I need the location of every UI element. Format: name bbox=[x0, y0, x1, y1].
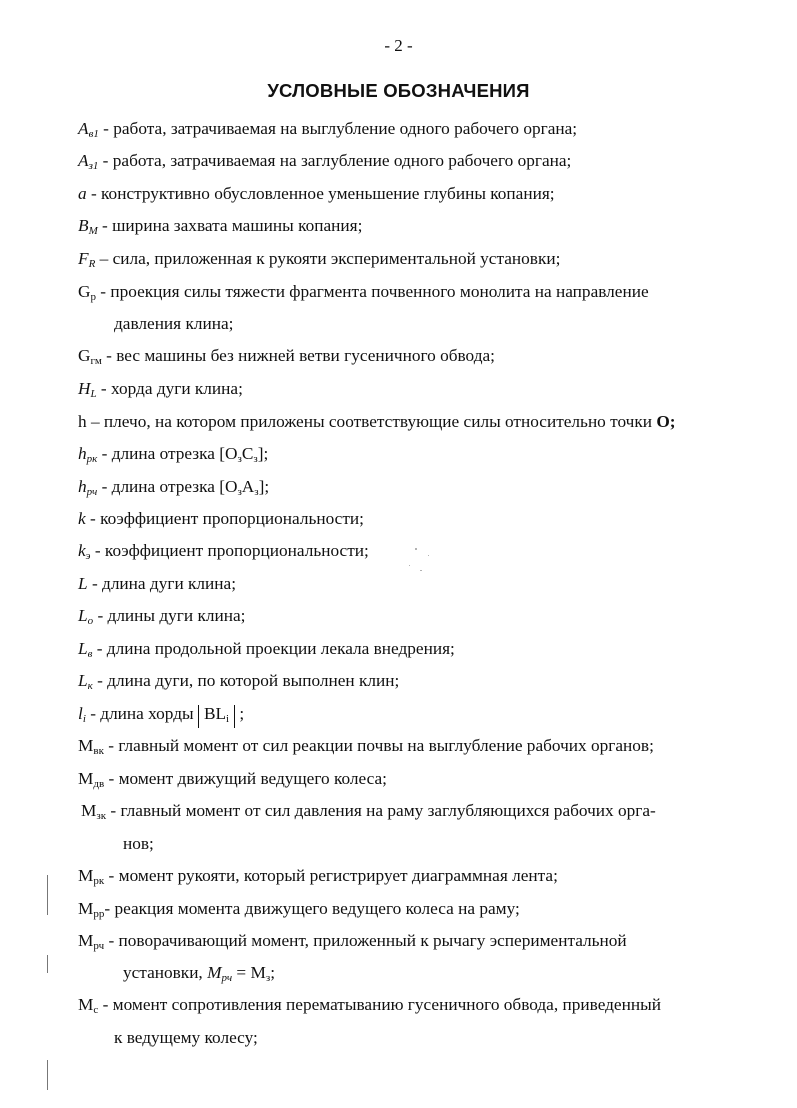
definition-f-r bbox=[78, 249, 560, 270]
symbol: $A_{в1}$ bbox=[78, 119, 99, 140]
definition-h-rch bbox=[78, 477, 269, 498]
symbol: $M_c$ bbox=[78, 995, 99, 1016]
definition-continuation: к ведущему колесу; bbox=[114, 1028, 258, 1047]
definition-text: - коэффициент пропорциональности; bbox=[85, 509, 364, 528]
definition-text: - конструктивно обусловленное уменьшение глубины копания; bbox=[86, 184, 555, 203]
chord-norm: $BL_i$ bbox=[198, 705, 235, 728]
symbol: k bbox=[78, 509, 86, 528]
definition-a bbox=[78, 184, 555, 204]
definition-h-rk bbox=[78, 444, 268, 465]
definition-m-c bbox=[78, 995, 661, 1016]
symbol: $M_{рр}$ bbox=[78, 899, 105, 920]
definition-m-dv bbox=[78, 769, 387, 790]
definition-text: - длины дуги клина; bbox=[93, 606, 246, 625]
definition-text: - работа, затрачиваемая на выглубление одного рабочего органа; bbox=[98, 119, 578, 138]
definition-continuation: давления клина; bbox=[114, 314, 234, 333]
symbol: $l_i$ bbox=[78, 704, 86, 725]
definition-l-v bbox=[78, 639, 455, 660]
scan-speck bbox=[428, 555, 429, 556]
page-number: - 2 - bbox=[384, 36, 413, 55]
symbol: $B_M$ bbox=[78, 216, 98, 237]
symbol: $M_{вк}$ bbox=[78, 736, 104, 757]
definition-l-i bbox=[78, 704, 244, 728]
definition-continuation: нов; bbox=[123, 834, 154, 853]
definition-k-e bbox=[78, 541, 369, 562]
scan-speck bbox=[420, 570, 422, 571]
section-title: УСЛОВНЫЕ ОБОЗНАЧЕНИЯ bbox=[267, 80, 530, 101]
definition-m-rk bbox=[78, 866, 558, 887]
definition-text: – плечо, на котором приложены соответствующие силы относительно точки bbox=[86, 412, 657, 431]
definition-text: - момент движущий ведущего колеса; bbox=[104, 769, 387, 788]
definition-text: - момент сопротивления перематыванию гусеничного обвода, приведенный bbox=[98, 995, 661, 1014]
symbol: $k_э$ bbox=[78, 541, 91, 562]
symbol: $L_в$ bbox=[78, 639, 93, 660]
definition-m-zk bbox=[81, 801, 656, 822]
symbol: $G_{гм}$ bbox=[78, 346, 102, 367]
definition-text-end: ; bbox=[235, 704, 245, 723]
definition-text: - длина хорды bbox=[85, 704, 198, 723]
definition-l-o bbox=[78, 606, 245, 627]
scan-speck bbox=[415, 548, 417, 550]
definition-text: - момент рукояти, который регистрирует диаграммная лента; bbox=[104, 866, 558, 885]
definition-text: – сила, приложенная к рукояти экспериментальной установки; bbox=[95, 249, 561, 268]
definition-a-v1 bbox=[78, 119, 577, 140]
definition-text: - главный момент от сил давления на раму заглубляющихся рабочих орга- bbox=[106, 801, 656, 820]
symbol: $G_p$ bbox=[78, 282, 96, 303]
definition-text: - длина продольной проекции лекала внедрения; bbox=[92, 639, 455, 658]
definition-text: - хорда дуги клина; bbox=[96, 379, 243, 398]
definition-h-l bbox=[78, 379, 243, 400]
definition-l-k bbox=[78, 671, 399, 692]
definition-text: - поворачивающий момент, приложенный к рычагу эспериментальной bbox=[104, 931, 627, 950]
definition-text: - реакция момента движущего ведущего колеса на раму; bbox=[104, 899, 520, 918]
symbol: $H_L$ bbox=[78, 379, 97, 400]
definition-continuation: установки, $M_{рч} = M_з$; bbox=[123, 963, 276, 984]
definition-text: - работа, затрачиваемая на заглубление одного рабочего органа; bbox=[98, 151, 572, 170]
definition-text: - длина отрезка $[O_зA_з]$; bbox=[97, 477, 270, 498]
definition-text: - вес машины без нижней ветви гусеничного обвода; bbox=[101, 346, 495, 365]
definition-text: - длина дуги клина; bbox=[87, 574, 237, 593]
definition-text: - проекция силы тяжести фрагмента почвенного монолита на направление bbox=[95, 282, 649, 301]
symbol: $A_{з1}$ bbox=[78, 151, 99, 172]
definition-b-m bbox=[78, 216, 362, 237]
symbol: L bbox=[78, 574, 88, 593]
symbol: $M_{рк}$ bbox=[78, 866, 105, 887]
symbol: $h_{рк}$ bbox=[78, 444, 98, 465]
margin-mark bbox=[47, 955, 48, 973]
symbol: a bbox=[78, 184, 87, 203]
definition-m-vk bbox=[78, 736, 654, 757]
symbol: $M_{рч}$ bbox=[78, 931, 105, 952]
definition-g-p bbox=[78, 282, 649, 303]
symbol: h bbox=[78, 412, 87, 431]
symbol: $F_R$ bbox=[78, 249, 96, 270]
definition-text: - длина отрезка $[O_зC_з]$; bbox=[97, 444, 269, 465]
definition-text: - главный момент от сил реакции почвы на выглубление рабочих органов; bbox=[103, 736, 654, 755]
symbol: $L_к$ bbox=[78, 671, 93, 692]
margin-mark bbox=[47, 875, 48, 915]
definition-a-z1 bbox=[78, 151, 571, 172]
symbol: $h_{рч}$ bbox=[78, 477, 98, 498]
definition-m-rr bbox=[78, 899, 520, 920]
scan-speck bbox=[409, 565, 410, 566]
symbol: $L_o$ bbox=[78, 606, 94, 627]
symbol: $M_{дв}$ bbox=[78, 769, 105, 790]
definition-m-rch bbox=[78, 931, 627, 952]
margin-mark bbox=[47, 1060, 48, 1090]
point-o: O; bbox=[656, 412, 676, 431]
definition-l bbox=[78, 574, 236, 594]
definition-text: - коэффициент пропорциональности; bbox=[90, 541, 369, 560]
definition-k bbox=[78, 509, 364, 529]
symbol: $M_{зк}$ bbox=[81, 801, 107, 822]
definition-h bbox=[78, 412, 676, 432]
definition-text: - длина дуги, по которой выполнен клин; bbox=[92, 671, 400, 690]
definition-text: - ширина захвата машины копания; bbox=[97, 216, 363, 235]
definition-g-gm bbox=[78, 346, 495, 367]
